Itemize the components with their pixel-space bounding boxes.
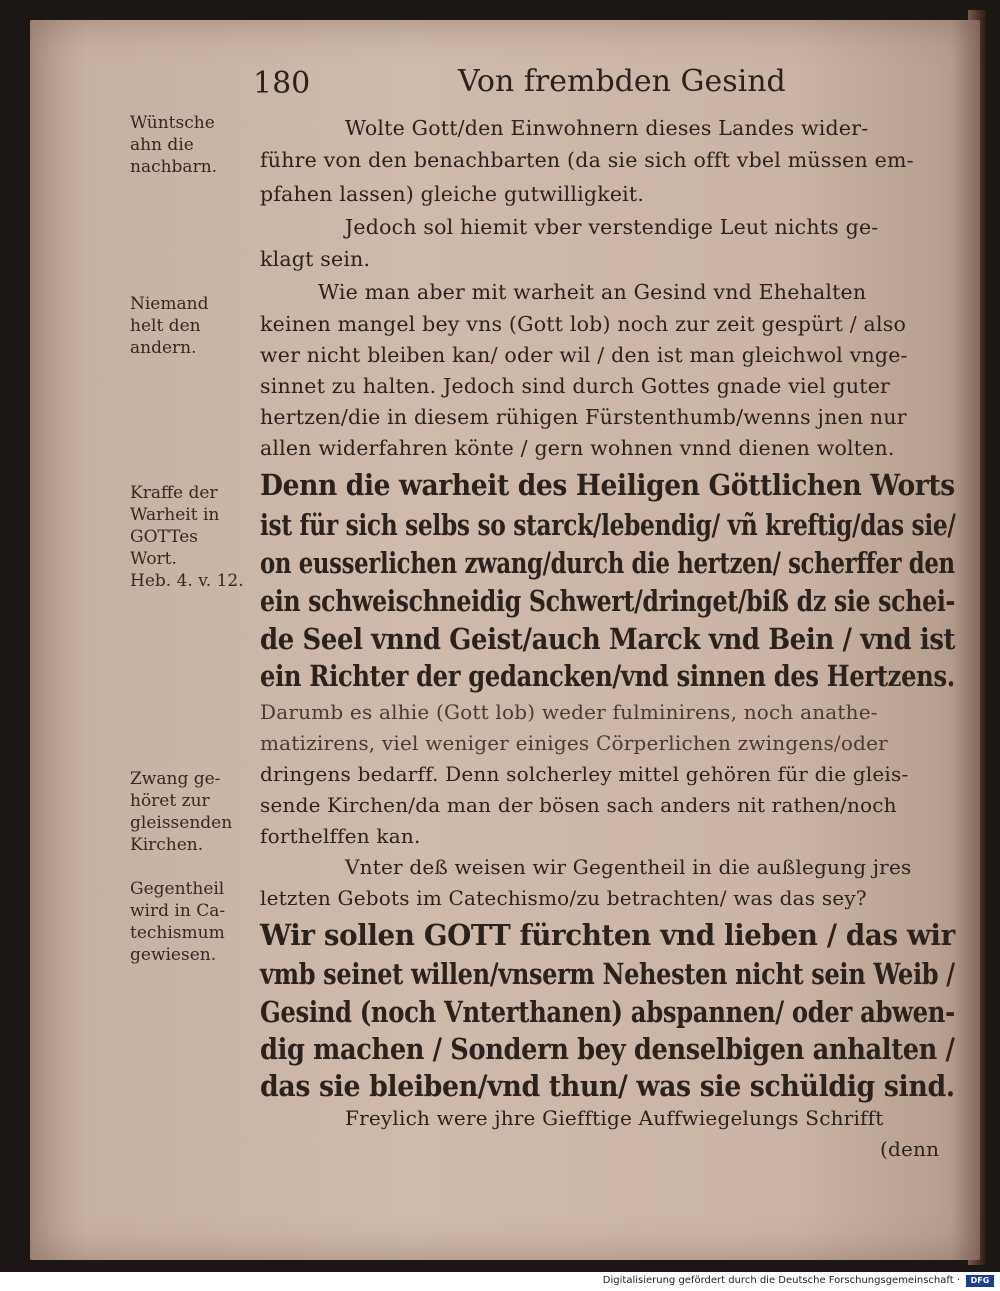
text-line: Gesind (noch Vnterthanen) abspannen/ oder abwen-: [260, 995, 955, 1029]
text-line: allen widerfahren könte / gern wohnen vnnd dienen wolten.: [260, 436, 895, 460]
margin-note-line: wird in Ca-: [130, 901, 226, 921]
footer-bar: [0, 1272, 1000, 1291]
funding-notice: Digitalisierung gefördert durch die Deutsche Forschungsgemeinschaft ·: [602, 1275, 960, 1286]
margin-note-line: Niemand: [130, 294, 209, 314]
margin-note-line: gewiesen.: [130, 945, 217, 965]
text-line: dringens bedarff. Denn solcherley mittel gehören für die gleis-: [260, 762, 909, 786]
dfg-logo: DFG: [966, 1275, 994, 1287]
margin-note: [130, 482, 244, 592]
margin-note-line: Wüntsche: [130, 113, 215, 133]
text-line: on eusserlichen zwang/durch die hertzen/ scherffer den: [260, 546, 955, 580]
text-line: vmb seinet willen/vnserm Nehesten nicht sein Weib /: [260, 957, 955, 991]
text-line: keinen mangel bey vns (Gott lob) noch zur zeit gespürt / also: [260, 312, 906, 336]
margin-note-line: Gegentheil: [130, 879, 225, 899]
page-number: 180: [253, 66, 311, 101]
margin-note-line: Kirchen.: [130, 835, 204, 855]
text-line: das sie bleiben/vnd thun/ was sie schüldig sind.: [260, 1069, 955, 1103]
margin-note: [130, 768, 232, 856]
margin-note: [130, 293, 208, 359]
text-line: hertzen/die in diesem rühigen Fürstenthumb/wenns jnen nur: [260, 405, 907, 429]
text-line: de Seel vnnd Geist/auch Marck vnd Bein / vnd ist: [260, 622, 956, 656]
margin-note-line: ahn die: [130, 135, 194, 155]
text-line: Freylich were jhre Giefftige Auffwiegelungs Schrifft: [345, 1106, 884, 1130]
margin-note-line: nachbarn.: [130, 157, 218, 177]
margin-note-line: Zwang ge-: [130, 769, 221, 789]
text-line: Wolte Gott/den Einwohnern dieses Landes wider-: [345, 116, 869, 140]
text-line: Denn die warheit des Heiligen Göttlichen Worts: [260, 468, 955, 502]
text-line: wer nicht bleiben kan/ oder wil / den ist man gleichwol vnge-: [260, 343, 908, 367]
catchword: (denn: [880, 1137, 940, 1161]
margin-note-line: andern.: [130, 338, 197, 358]
text-line: forthelffen kan.: [260, 824, 421, 848]
text-line: dig machen / Sondern bey denselbigen anhalten /: [260, 1032, 955, 1066]
margin-note-line: höret zur: [130, 791, 210, 811]
margin-note-line: Warheit in: [130, 505, 220, 525]
text-line: führe von den benachbarten (da sie sich offt vbel müssen em-: [260, 148, 914, 172]
margin-note-line: Kraffe der: [130, 483, 218, 503]
margin-note-line: GOTTes: [130, 527, 198, 547]
margin-note-line: gleissenden: [130, 813, 233, 833]
text-line: Vnter deß weisen wir Gegentheil in die außlegung jres: [345, 855, 912, 879]
text-line: Wie man aber mit warheit an Gesind vnd Ehehalten: [318, 280, 867, 304]
text-line: sende Kirchen/da man der bösen sach anders nit rathen/noch: [260, 793, 897, 817]
text-line: ein Richter der gedancken/vnd sinnen des Hertzens.: [260, 659, 955, 693]
margin-note-line: techismum: [130, 923, 225, 943]
text-line: ein schweischneidig Schwert/dringet/biß dz sie schei-: [260, 584, 955, 618]
margin-note: [130, 112, 217, 178]
running-title: Von frembden Gesind: [458, 64, 786, 99]
text-line: sinnet zu halten. Jedoch sind durch Gottes gnade viel guter: [260, 374, 891, 398]
margin-note-line: Heb. 4. v. 12.: [130, 571, 244, 591]
text-line: matizirens, viel weniger einiges Cörperlichen zwingens/oder: [260, 731, 888, 755]
text-line: Jedoch sol hiemit vber verstendige Leut nichts ge-: [345, 215, 879, 239]
margin-note-line: helt den: [130, 316, 201, 336]
text-line: Wir sollen GOTT fürchten vnd lieben / das wir: [260, 918, 955, 952]
margin-note: [130, 878, 225, 966]
margin-note-line: Wort.: [130, 549, 177, 569]
text-line: klagt sein.: [260, 247, 371, 271]
text-line: Darumb es alhie (Gott lob) weder fulminirens, noch anathe-: [260, 700, 878, 724]
text-line: pfahen lassen) gleiche gutwilligkeit.: [260, 182, 645, 206]
text-line: letzten Gebots im Catechismo/zu betrachten/ was das sey?: [260, 886, 867, 910]
text-line: ist für sich selbs so starck/lebendig/ vñ kreftig/das sie/: [260, 508, 956, 542]
